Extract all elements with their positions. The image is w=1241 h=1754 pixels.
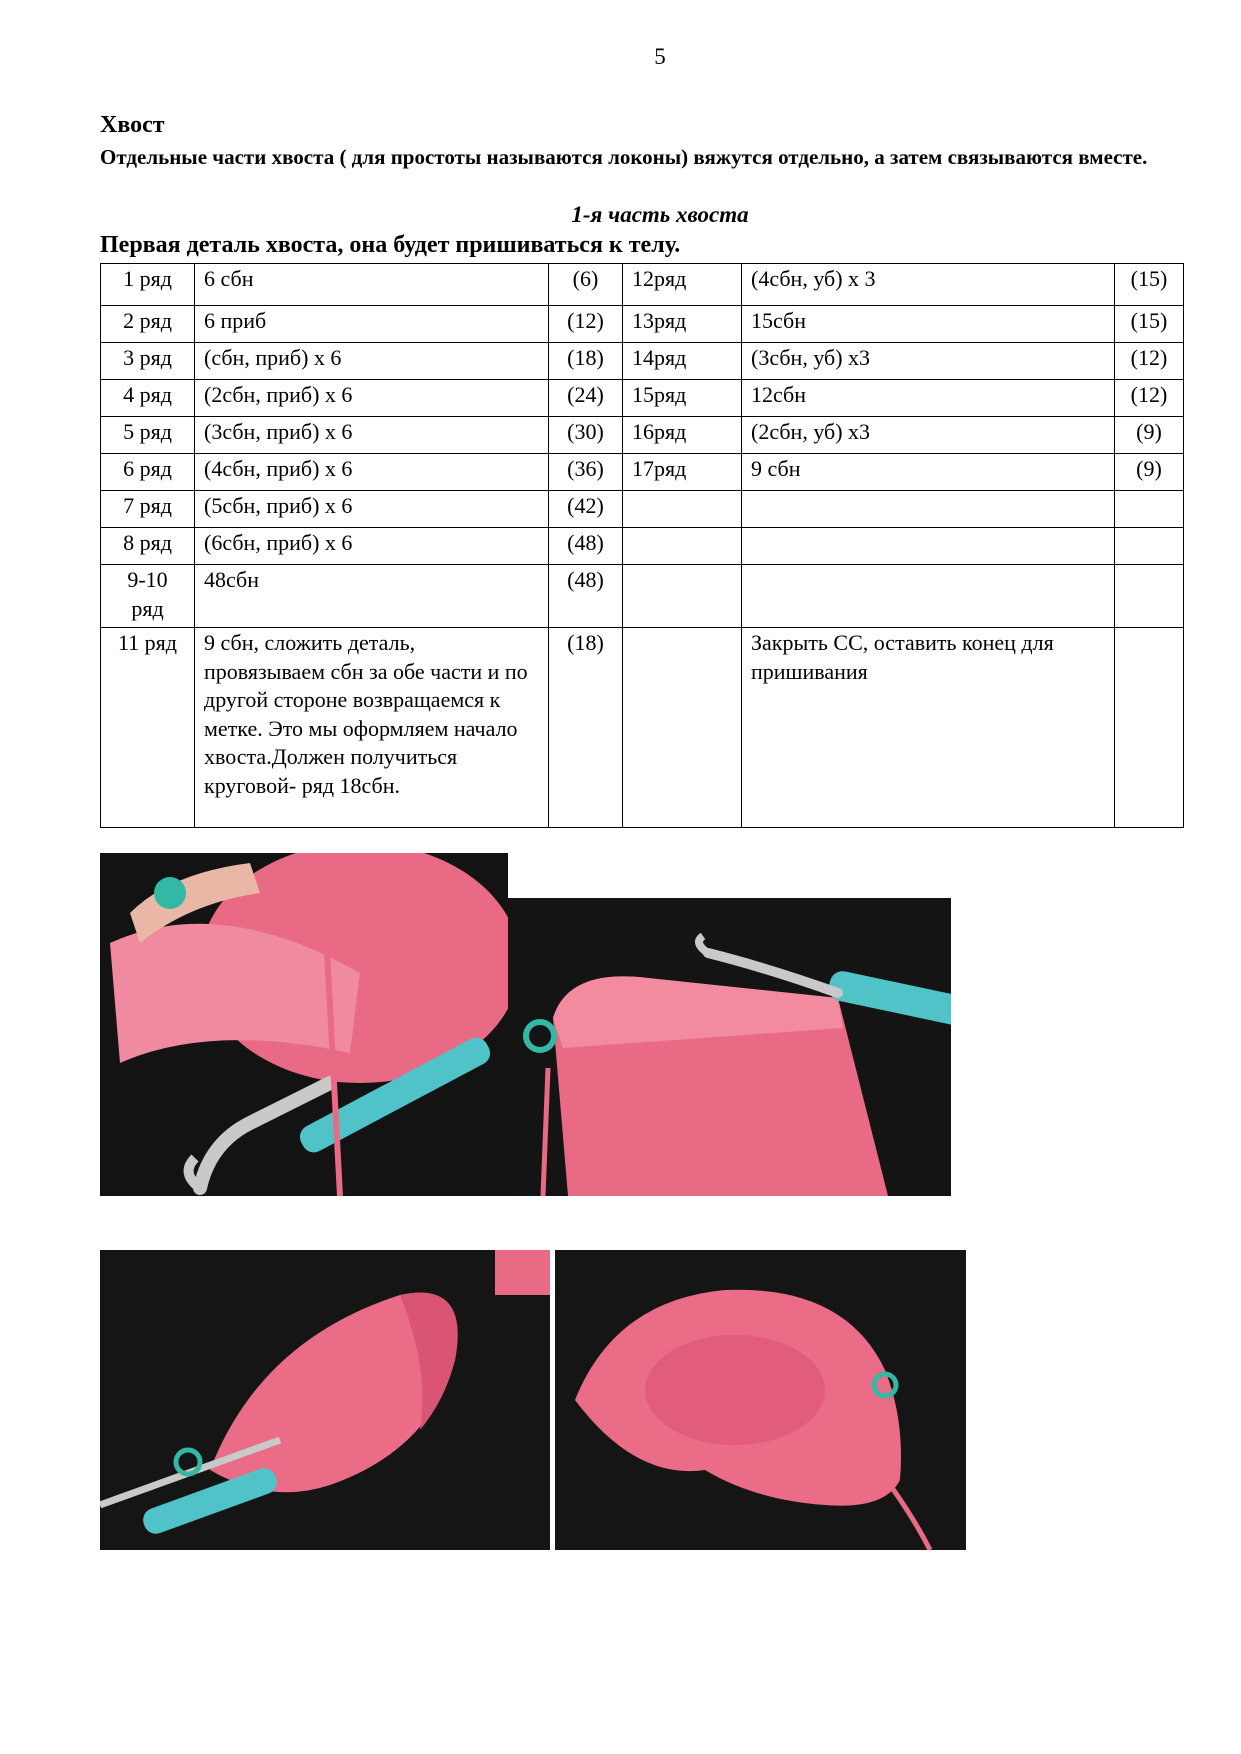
row-instruction-2 <box>742 491 1115 528</box>
table-row <box>101 454 1184 491</box>
table-row <box>101 491 1184 528</box>
table-row <box>101 380 1184 417</box>
row-stitch-count-2 <box>1115 491 1184 528</box>
row-instruction-2: (4сбн, уб) х 3 <box>742 264 1115 306</box>
row-stitch-count: (12) <box>549 306 623 343</box>
row-label: 4 ряд <box>101 380 195 417</box>
row-label: 5 ряд <box>101 417 195 454</box>
row-label: 1 ряд <box>101 264 195 306</box>
row-label-2 <box>623 565 742 628</box>
row-stitch-count: (42) <box>549 491 623 528</box>
row-instruction: 48сбн <box>195 565 549 628</box>
detail-title: Первая деталь хвоста, она будет пришиваться к телу. <box>100 232 681 258</box>
table-row <box>101 628 1184 828</box>
row-stitch-count-2: (15) <box>1115 264 1184 306</box>
row-label-2: 15ряд <box>623 380 742 417</box>
row-instruction: (6сбн, приб) х 6 <box>195 528 549 565</box>
row-instruction-2: 12сбн <box>742 380 1115 417</box>
row-stitch-count: (48) <box>549 565 623 628</box>
row-label: 3 ряд <box>101 343 195 380</box>
row-instruction-2: 9 сбн <box>742 454 1115 491</box>
row-stitch-count: (18) <box>549 343 623 380</box>
row-instruction-2 <box>742 528 1115 565</box>
row-label-2 <box>623 628 742 828</box>
row-label-2 <box>623 491 742 528</box>
photo-finished-start <box>555 1250 966 1550</box>
row-label: 7 ряд <box>101 491 195 528</box>
table-row <box>101 528 1184 565</box>
row-instruction: (2сбн, приб) х 6 <box>195 380 549 417</box>
row-label: 9-10 ряд <box>101 565 195 628</box>
section-title: Хвост <box>100 112 165 138</box>
row-stitch-count-2: (12) <box>1115 343 1184 380</box>
row-instruction: (4сбн, приб) х 6 <box>195 454 549 491</box>
row-stitch-count-2 <box>1115 565 1184 628</box>
row-label-2: 17ряд <box>623 454 742 491</box>
row-stitch-count: (48) <box>549 528 623 565</box>
row-instruction-2: (3сбн, уб) х3 <box>742 343 1115 380</box>
intro-text: Отдельные части хвоста ( для простоты называются локоны) вяжутся отдельно, а затем связываются вместе. <box>100 145 1148 169</box>
row-stitch-count-2: (12) <box>1115 380 1184 417</box>
row-stitch-count-2 <box>1115 628 1184 828</box>
table-row <box>101 343 1184 380</box>
page-number: 5 <box>654 44 666 69</box>
row-stitch-count-2: (15) <box>1115 306 1184 343</box>
row-instruction-2: 15сбн <box>742 306 1115 343</box>
row-instruction: 6 сбн <box>195 264 549 306</box>
row-instruction-2: (2сбн, уб) х3 <box>742 417 1115 454</box>
row-instruction: (3сбн, приб) х 6 <box>195 417 549 454</box>
table-row <box>101 417 1184 454</box>
row-stitch-count-2: (9) <box>1115 417 1184 454</box>
row-label-2: 14ряд <box>623 343 742 380</box>
pattern-table-body <box>101 264 1184 828</box>
row-instruction-2 <box>742 565 1115 628</box>
row-label: 8 ряд <box>101 528 195 565</box>
table-row <box>101 306 1184 343</box>
row-label-2: 16ряд <box>623 417 742 454</box>
photo-folding-detail <box>100 853 508 1196</box>
part-title: 1-я часть хвоста <box>571 202 749 227</box>
row-label-2 <box>623 528 742 565</box>
row-label-2: 12ряд <box>623 264 742 306</box>
row-instruction: (5сбн, приб) х 6 <box>195 491 549 528</box>
row-instruction: 9 сбн, сложить деталь, провязываем сбн за обе части и по другой стороне возвращаемся к метке. Это мы оформляем начало хвоста.Должен получиться круговой- ряд 18сбн. <box>195 628 549 828</box>
row-label-2: 13ряд <box>623 306 742 343</box>
row-stitch-count: (24) <box>549 380 623 417</box>
row-instruction: 6 приб <box>195 306 549 343</box>
row-instruction: (сбн, приб) х 6 <box>195 343 549 380</box>
row-label: 11 ряд <box>101 628 195 828</box>
row-stitch-count-2 <box>1115 528 1184 565</box>
row-stitch-count: (36) <box>549 454 623 491</box>
row-label: 6 ряд <box>101 454 195 491</box>
row-instruction-2: Закрыть СС, оставить конец для пришивания <box>742 628 1115 828</box>
photo-folded-piece <box>100 1250 550 1550</box>
row-stitch-count: (18) <box>549 628 623 828</box>
row-label: 2 ряд <box>101 306 195 343</box>
table-row <box>101 565 1184 628</box>
pattern-table <box>100 263 1184 828</box>
row-stitch-count: (6) <box>549 264 623 306</box>
row-stitch-count: (30) <box>549 417 623 454</box>
photo-stitching-sides <box>508 898 951 1196</box>
table-row <box>101 264 1184 306</box>
row-stitch-count-2: (9) <box>1115 454 1184 491</box>
